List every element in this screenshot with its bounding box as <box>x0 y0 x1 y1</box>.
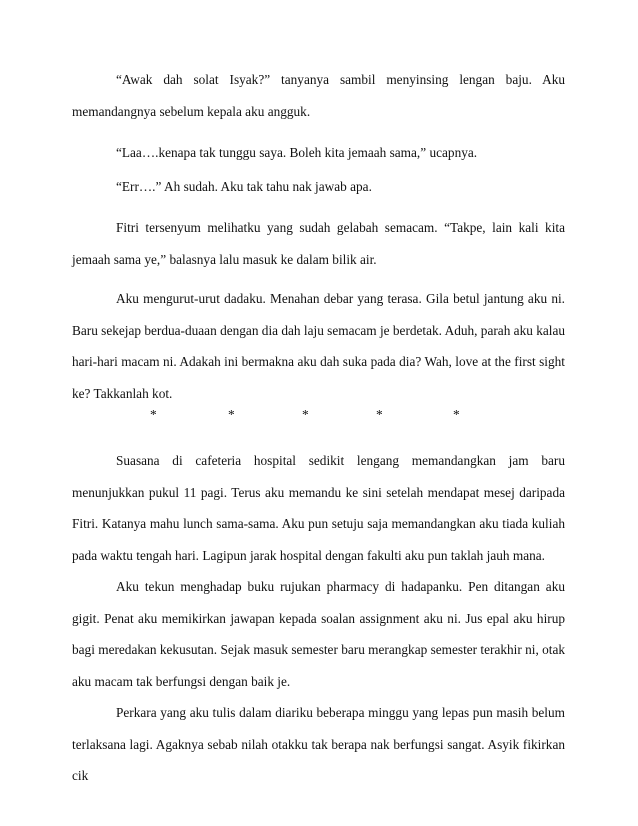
paragraph-8: Perkara yang aku tulis dalam diariku beberapa minggu yang lepas pun masih belum terlaksana lagi. Agaknya sebab nilah otakku tak berapa nak berfungsi sangat. Asyik fikirkan cik <box>72 705 565 784</box>
separator-asterisk: * <box>453 407 460 422</box>
paragraph-4: Fitri tersenyum melihatku yang sudah gelabah semacam. “Takpe, lain kali kita jemaah sama ye,” balasnya lalu masuk ke dalam bilik air. <box>72 220 565 267</box>
separator-asterisk: * <box>228 407 235 422</box>
paragraph-5: Aku mengurut-urut dadaku. Menahan debar yang terasa. Gila betul jantung aku ni. Baru sekejap berdua-duaan dengan dia dah laju semacam je berdetak. Aduh, parah aku kalau hari-hari macam ni. Adakah ini bermakna aku dah suka pada dia? Wah, love at the first sight ke? Takkanlah kot. <box>72 291 565 401</box>
paragraph-7: Aku tekun menghadap buku rujukan pharmacy di hadapanku. Pen ditangan aku gigit. Penat aku memikirkan jawapan kepada soalan assignment aku ni. Jus epal aku hirup bagi meredakan kekusutan. Sejak masuk semester baru merangkap semester terakhir ni, otak aku macam tak berfungsi dengan baik je. <box>72 579 565 689</box>
paragraph-2: “Laa….kenapa tak tunggu saya. Boleh kita jemaah sama,” ucapnya. <box>116 145 478 160</box>
separator-asterisk: * <box>302 407 309 422</box>
paragraph-6: Suasana di cafeteria hospital sedikit lengang memandangkan jam baru menunjukkan pukul 11 pagi. Terus aku memandu ke sini setelah mendapat mesej daripada Fitri. Katanya mahu lunch sama-sama. Aku pun setuju saja memandangkan aku tiada kuliah pada waktu tengah hari. Lagipun jarak hospital dengan fakulti aku pun taklah jauh mana. <box>72 453 565 563</box>
scene-separator <box>72 407 565 431</box>
separator-asterisk: * <box>376 407 383 422</box>
separator-asterisk: * <box>150 407 157 422</box>
paragraph-1: “Awak dah solat Isyak?” tanyanya sambil menyinsing lengan baju. Aku memandangnya sebelum kepala aku angguk. <box>72 72 565 119</box>
paragraph-3: “Err….” Ah sudah. Aku tak tahu nak jawab apa. <box>116 179 372 194</box>
